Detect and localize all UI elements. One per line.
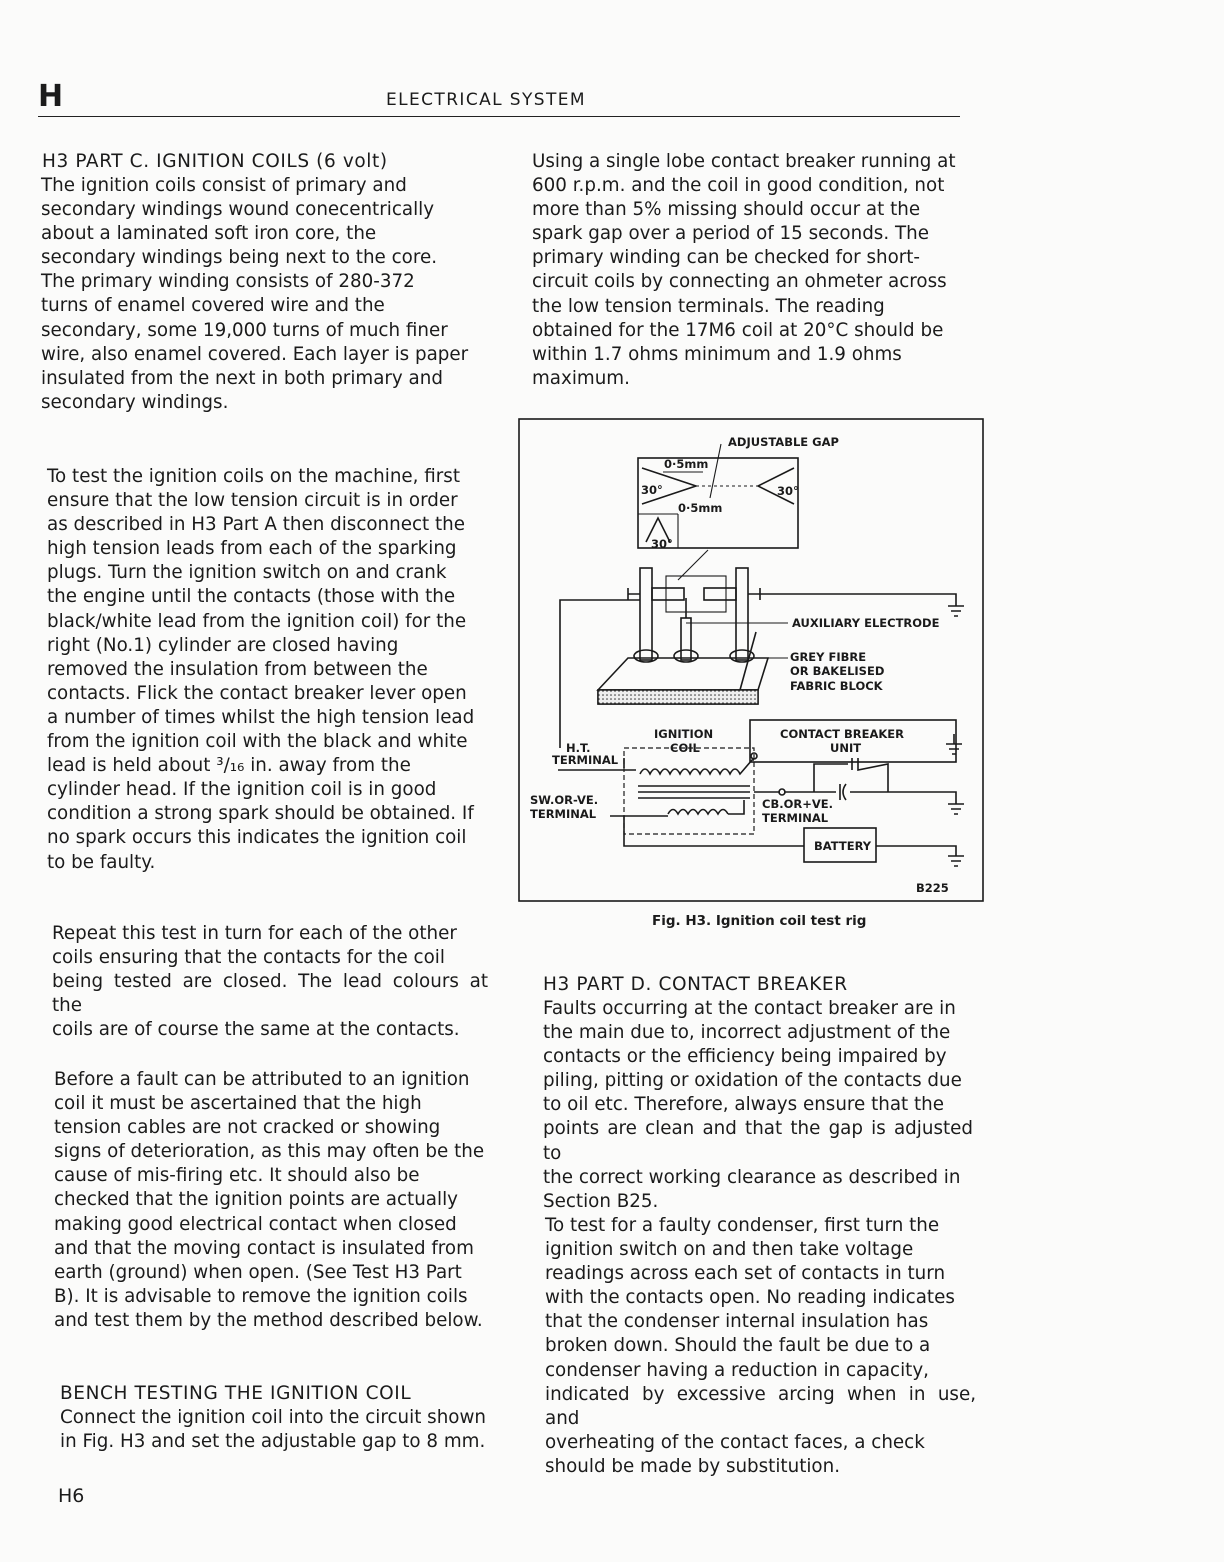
- text-line: condenser having a reduction in capacity,: [545, 1359, 929, 1381]
- text-line: Repeat this test in turn for each of the other: [52, 923, 457, 944]
- text-line: obtained for the 17M6 coil at 20°C should be: [532, 319, 944, 341]
- text-line: no spark occurs this indicates the ignition coil: [47, 827, 467, 849]
- text-line: coil it must be ascertained that the high: [54, 1093, 422, 1115]
- figure-caption: Fig. H3. Ignition coil test rig: [652, 913, 867, 929]
- text-line: spark gap over a period of 15 seconds. The: [532, 223, 929, 245]
- heading-bench-testing: BENCH TESTING THE IGNITION COIL: [60, 1383, 412, 1404]
- circuit-diagram: [530, 720, 964, 866]
- label-adjustable-gap: ADJUSTABLE GAP: [728, 435, 839, 449]
- page-title: ELECTRICAL SYSTEM: [386, 90, 586, 110]
- text-line: Before a fault can be attributed to an ignition: [54, 1069, 470, 1090]
- text-line: cylinder head. If the ignition coil is in good: [47, 779, 437, 801]
- figure-code: B225: [916, 881, 949, 895]
- paragraph-fault-attribution: [54, 1068, 491, 1333]
- text-line: coils ensuring that the contacts for the coil: [52, 947, 445, 969]
- label-ht: H.T.: [566, 741, 591, 755]
- text-line: that the condenser internal insulation has: [545, 1311, 929, 1333]
- text-line: overheating of the contact faces, a check: [545, 1431, 925, 1453]
- text-line: the correct working clearance as described in: [543, 1166, 961, 1188]
- text-line: maximum.: [532, 367, 630, 389]
- text-line: within 1.7 ohms minimum and 1.9 ohms: [532, 343, 902, 365]
- section-letter: H: [38, 79, 64, 114]
- text-line: coils are of course the same at the contacts.: [52, 1019, 460, 1041]
- label-grey-fibre-2: OR BAKELISED: [790, 664, 885, 678]
- paragraph-contact-breaker: [543, 997, 973, 1214]
- text-line: secondary windings being next to the core.: [41, 247, 438, 269]
- text-line: with the contacts open. No reading indicates: [545, 1287, 955, 1309]
- paragraph-test-on-machine: [47, 465, 487, 875]
- text-line: contacts or the efficiency being impaired by: [543, 1046, 947, 1068]
- text-line: Section B25.: [543, 1190, 659, 1212]
- text-line: the engine until the contacts (those with the: [47, 586, 456, 608]
- label-sw-or-ve: SW.OR-VE.: [530, 793, 599, 807]
- angle-label-right: 30°: [777, 484, 799, 498]
- gap-detail: [638, 457, 799, 551]
- header-rule: [38, 116, 960, 117]
- text-line: 600 r.p.m. and the coil in good condition, not: [532, 175, 945, 197]
- text-line: tension cables are not cracked or showing: [54, 1117, 441, 1139]
- dim-label-top: 0·5mm: [664, 457, 709, 471]
- text-line: making good electrical contact when closed: [54, 1213, 457, 1235]
- text-line: To test for a faulty condenser, first turn the: [545, 1215, 940, 1236]
- paragraph-ignition-coils: [41, 174, 482, 415]
- paragraph-coil-condition: [532, 150, 963, 391]
- text-line: points are clean and that the gap is adjusted to: [543, 1118, 973, 1164]
- text-line: wire, also enamel covered. Each layer is paper: [41, 343, 469, 365]
- text-line: piling, pitting or oxidation of the contacts due: [543, 1070, 962, 1092]
- text-line: circuit coils by connecting an ohmeter across: [532, 271, 947, 293]
- heading-ignition-coils: H3 PART C. IGNITION COILS (6 volt): [42, 151, 388, 172]
- paragraph-repeat-test: [52, 922, 488, 1042]
- paragraph-faulty-condenser: [545, 1214, 976, 1479]
- text-line: condition a strong spark should be obtained. If: [47, 803, 474, 825]
- text-line: black/white lead from the ignition coil) for the: [47, 610, 467, 632]
- label-contact-breaker: CONTACT BREAKER: [780, 727, 904, 741]
- text-line: the main due to, incorrect adjustment of the: [543, 1022, 951, 1044]
- text-line: secondary windings.: [41, 391, 229, 413]
- text-line: the low tension terminals. The reading: [532, 295, 885, 317]
- text-line: cause of mis-firing etc. It should also be: [54, 1165, 420, 1187]
- text-line: broken down. Should the fault be due to a: [545, 1335, 931, 1357]
- text-line: secondary windings wound conecentrically: [41, 199, 435, 221]
- text-line: ensure that the low tension circuit is in order: [47, 490, 458, 512]
- paragraph-bench-testing: [60, 1406, 496, 1454]
- text-line: more than 5% missing should occur at the: [532, 199, 921, 221]
- text-line: insulated from the next in both primary and: [41, 367, 443, 389]
- text-line: B). It is advisable to remove the ignition coils: [54, 1285, 468, 1307]
- text-line: in Fig. H3 and set the adjustable gap to 8 mm.: [60, 1431, 486, 1453]
- text-line: The ignition coils consist of primary and: [41, 175, 407, 196]
- text-line: should be made by substitution.: [545, 1455, 841, 1477]
- label-coil: COIL: [670, 741, 700, 755]
- text-line: as described in H3 Part A then disconnect the: [47, 514, 466, 536]
- label-cb-terminal: TERMINAL: [762, 811, 829, 825]
- angle-label-bottom: 30°: [651, 537, 673, 551]
- label-auxiliary-electrode: AUXILIARY ELECTRODE: [792, 616, 940, 630]
- text-line: removed the insulation from between the: [47, 658, 428, 680]
- text-line: from the ignition coil with the black and white: [47, 731, 468, 753]
- page-number: H6: [58, 1485, 85, 1507]
- text-line: contacts. Flick the contact breaker lever open: [47, 682, 467, 704]
- text-line: about a laminated soft iron core, the: [41, 223, 377, 245]
- text-line: to oil etc. Therefore, always ensure that the: [543, 1094, 945, 1116]
- text-line: Connect the ignition coil into the circuit shown: [60, 1407, 487, 1428]
- text-line: turns of enamel covered wire and the: [41, 295, 385, 317]
- label-sw-terminal: TERMINAL: [530, 807, 597, 821]
- text-line: lead is held about ³/₁₆ in. away from the: [47, 755, 411, 777]
- text-line: earth (ground) when open. (See Test H3 Part: [54, 1261, 462, 1283]
- text-line: signs of deterioration, as this may often be the: [54, 1141, 485, 1163]
- text-line: indicated by excessive arcing when in use, and: [545, 1383, 976, 1429]
- electrode-posts: [628, 568, 760, 662]
- dim-label-mid: 0·5mm: [678, 501, 723, 515]
- angle-label-left: 30°: [641, 483, 663, 497]
- heading-contact-breaker: H3 PART D. CONTACT BREAKER: [543, 974, 848, 995]
- label-cb-unit: UNIT: [830, 741, 862, 755]
- text-line: a number of times whilst the high tension lead: [47, 706, 475, 728]
- label-cb-or-ve: CB.OR+VE.: [762, 797, 833, 811]
- text-line: primary winding can be checked for short-: [532, 247, 921, 269]
- text-line: and test them by the method described below.: [54, 1309, 483, 1331]
- label-ht-terminal: TERMINAL: [552, 753, 619, 767]
- label-grey-fibre-1: GREY FIBRE: [790, 650, 867, 664]
- text-line: to be faulty.: [47, 851, 156, 873]
- text-line: being tested are closed. The lead colours at the: [52, 971, 488, 1017]
- text-line: ignition switch on and then take voltage: [545, 1239, 914, 1261]
- text-line: plugs. Turn the ignition switch on and crank: [47, 562, 447, 584]
- figure-ignition-coil-test-rig: [518, 418, 984, 902]
- text-line: secondary, some 19,000 turns of much finer: [41, 319, 448, 341]
- text-line: Faults occurring at the contact breaker are in: [543, 998, 956, 1019]
- label-grey-fibre-3: FABRIC BLOCK: [790, 679, 883, 693]
- text-line: checked that the ignition points are actually: [54, 1189, 458, 1211]
- text-line: The primary winding consists of 280-372: [41, 271, 415, 293]
- text-line: high tension leads from each of the sparking: [47, 538, 457, 560]
- text-line: right (No.1) cylinder are closed having: [47, 634, 399, 656]
- label-ignition: IGNITION: [654, 727, 714, 741]
- text-line: To test the ignition coils on the machine, first: [47, 466, 460, 487]
- text-line: Using a single lobe contact breaker running at: [532, 151, 956, 172]
- text-line: and that the moving contact is insulated from: [54, 1237, 474, 1259]
- label-battery: BATTERY: [814, 839, 872, 853]
- text-line: readings across each set of contacts in turn: [545, 1263, 946, 1285]
